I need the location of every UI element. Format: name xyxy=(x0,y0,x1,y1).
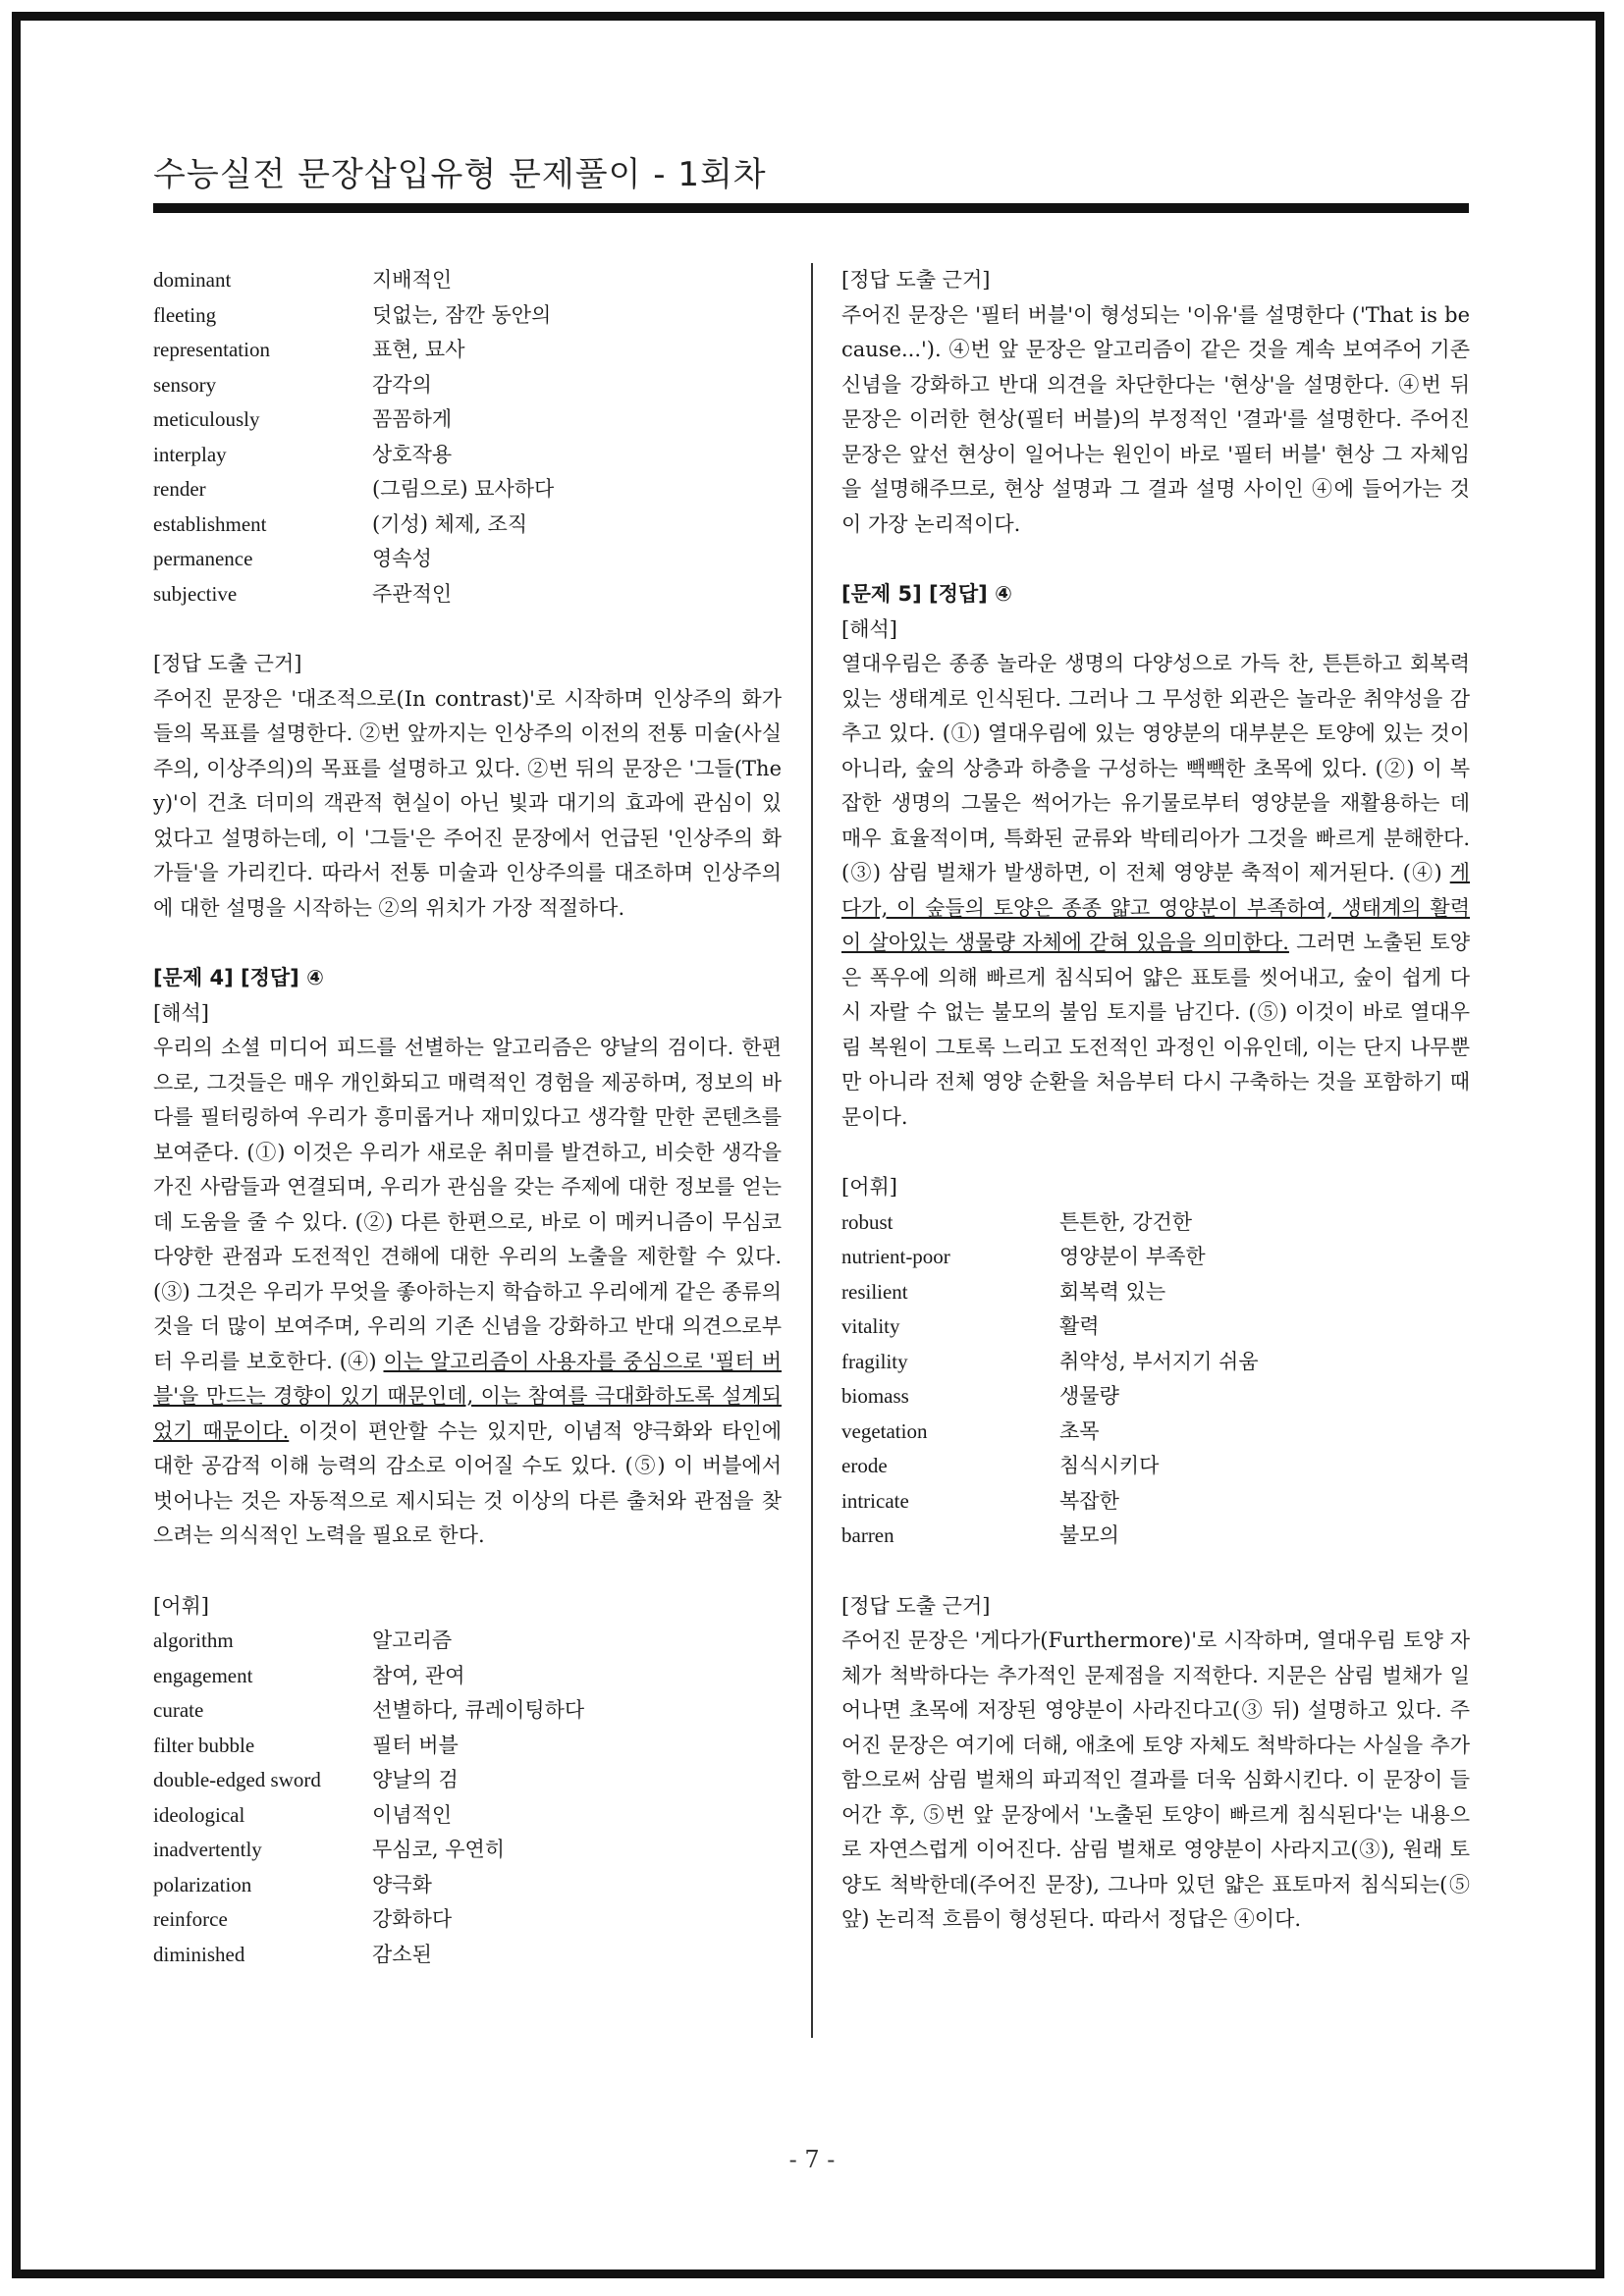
vocab-word: fleeting xyxy=(153,302,217,327)
spacer xyxy=(841,542,1470,577)
vocab-meaning: 영양분이 부족한 xyxy=(1059,1245,1206,1268)
vocab-word: ideological xyxy=(153,1802,245,1827)
vocab-row xyxy=(841,1309,1470,1345)
vocab-word: algorithm xyxy=(153,1629,234,1652)
right-column xyxy=(841,263,1470,1938)
vocab-meaning: 감소된 xyxy=(372,1942,432,1966)
answer-basis-text: 주어진 문장은 '게다가(Furthermore)'로 시작하며, 열대우림 토양 자체가 척박하다는 추가적인 문제점을 지적한다. 지문은 삼림 벌채가 일어나면 초목에 저장된 영양분이 사라진다고(③ 뒤) 설명하고 있다. 주어진 문장은 여기에 더해, 애초에 토양 자체도 척박하다는 사실을 추가함으로써 삼림 벌채의 파괴적인 결과를 더욱 심화시킨다. 이 문장이 들어간 후, ⑤번 앞 문장에서 '노출된 토양이 빠르게 침식된다'는 내용으로 자연스럽게 이어진다. 삼림 벌채로 영양분이 사라지고(③), 원래 토양도 척박한데(주어진 문장), 그나마 있던 얇은 표토마저 침식되는(⑤ 앞) 논리적 흐름이 형성된다. 따라서 정답은 ④이다. xyxy=(841,1629,1470,1931)
vocab-meaning: 침식시키다 xyxy=(1059,1454,1160,1477)
spacer xyxy=(841,1135,1470,1170)
vocab-row xyxy=(153,368,782,403)
vocab-meaning: 주관적인 xyxy=(372,581,453,606)
vocab-meaning: 참여, 관여 xyxy=(372,1663,465,1687)
translation-text: 우리의 소셜 미디어 피드를 선별하는 알고리즘은 양날의 검이다. 한편으로, 그것들은 매우 개인화되고 매력적인 경험을 제공하며, 정보의 바다를 필터링하여 우리가 흥미롭거나 재미있다고 생각할 만한 콘텐츠를 보여준다. (①) 이것은 우리가 새로운 취미를 발견하고, 비슷한 생각을 가진 사람들과 연결되며, 우리가 관심을 갖는 주제에 대한 정보를 얻는 데 도움을 줄 수 있다. (②) 다른 한편으로, 바로 이 메커니즘이 무심코 다양한 관점과 도전적인 견해에 대한 우리의 노출을 제한할 수 있다. (③) 그것은 우리가 무엇을 좋아하는지 학습하고 우리에게 같은 종류의 것을 더 많이 보여주며, 우리의 기존 신념을 강화하고 반대 의견으로부터 우리를 보호한다. (④) xyxy=(153,1036,782,1373)
vocab-meaning: 양극화 xyxy=(372,1872,432,1896)
vocab-meaning: 회복력 있는 xyxy=(1059,1279,1166,1304)
vocab-word: diminished xyxy=(153,1942,245,1966)
vocab-row xyxy=(841,1240,1470,1275)
vocab-meaning: 복잡한 xyxy=(1059,1488,1119,1513)
vocab-meaning: 생물량 xyxy=(1059,1384,1119,1408)
question-5-translation xyxy=(841,647,1470,1135)
vocab-row xyxy=(841,1205,1470,1241)
vocab-meaning: 튼튼한, 강건한 xyxy=(1059,1209,1193,1234)
translation-label: [해석] xyxy=(153,1000,209,1025)
column-divider xyxy=(811,263,813,2038)
vocab-word: sensory xyxy=(153,372,217,397)
vocab-row xyxy=(153,298,782,334)
vocab-row xyxy=(153,1938,782,1973)
vocab-row xyxy=(153,507,782,543)
vocab-meaning: 선별하다, 큐레이팅하다 xyxy=(372,1698,585,1722)
vocab-row xyxy=(153,402,782,438)
vocab-word: barren xyxy=(841,1523,894,1547)
vocab-word: intricate xyxy=(841,1488,909,1513)
vocab-meaning: 무심코, 우연히 xyxy=(372,1838,506,1861)
vocab-word: interplay xyxy=(153,442,227,466)
vocab-meaning: 덧없는, 잠깐 동안의 xyxy=(372,302,552,327)
vocab-row xyxy=(153,1693,782,1729)
answer-basis-label: [정답 도출 근거] xyxy=(841,1593,991,1618)
vocab-word: robust xyxy=(841,1209,893,1234)
left-column xyxy=(153,263,782,1972)
vocab-word: double-edged sword xyxy=(153,1768,321,1791)
page-title: 수능실전 문장삽입유형 문제풀이 - 1회차 xyxy=(153,155,767,194)
question-5-title: [문제 5] [정답] ④ xyxy=(841,582,1012,606)
header-rule xyxy=(153,203,1469,213)
vocab-word: erode xyxy=(841,1454,888,1477)
vocab-list-3 xyxy=(841,1205,1470,1554)
vocab-word: render xyxy=(153,477,206,501)
vocab-row xyxy=(153,1729,782,1764)
vocab-meaning: 꼼꼼하게 xyxy=(372,407,453,431)
translation-text: 이것이 편안할 수는 있지만, 이념적 양극화와 타인에 대한 공감적 이해 능력의 감소로 이어질 수도 있다. (⑤) 이 버블에서 벗어나는 것은 자동적으로 제시되는 것 이상의 다른 출처와 관점을 찾으려는 의식적인 노력을 필요로 한다. xyxy=(153,1418,782,1547)
answer-basis-text: 주어진 문장은 '필터 버블'이 형성되는 '이유'를 설명한다 ('That is because...'). ④번 앞 문장은 알고리즘이 같은 것을 계속 보여주어 기존 신념을 강화하고 반대 의견을 차단한다는 '현상'을 설명한다. ④번 뒤 문장은 이러한 현상(필터 버블)의 부정적인 '결과'를 설명한다. 주어진 문장은 앞선 현상이 일어나는 원인이 바로 '필터 버블' 현상 그 자체임을 설명해주므로, 현상 설명과 그 결과 설명 사이인 ④에 들어가는 것이 가장 논리적이다. xyxy=(841,302,1470,536)
question-4-title: [문제 4] [정답] ④ xyxy=(153,966,324,989)
spacer xyxy=(153,1554,782,1589)
vocab-meaning: 이념적인 xyxy=(372,1802,453,1827)
translation-text: 열대우림은 종종 놀라운 생명의 다양성으로 가득 찬, 튼튼하고 회복력 있는 생태계로 인식된다. 그러나 그 무성한 외관은 놀라운 취약성을 감추고 있다. (①) 열대우림에 있는 영양분의 대부분은 토양에 있는 것이 아니라, 숲의 상층과 하층을 구성하는 빽빽한 초목에 있다. (②) 이 복잡한 생명의 그물은 썩어가는 유기물로부터 영양분을 재활용하는 데 매우 효율적이며, 특화된 균류와 박테리아가 그것을 빠르게 분해한다. (③) 삼림 벌채가 발생하면, 이 전체 영양분 축적이 제거된다. (④) xyxy=(841,652,1470,884)
vocab-word: fragility xyxy=(841,1349,908,1373)
vocab-word: subjective xyxy=(153,581,238,606)
vocab-meaning: 불모의 xyxy=(1059,1523,1119,1547)
vocab-word: nutrient-poor xyxy=(841,1245,950,1268)
answer-basis-text: 주어진 문장은 '대조적으로(In contrast)'로 시작하며 인상주의 화가들의 목표를 설명한다. ②번 앞까지는 인상주의 이전의 전통 미술(사실주의, 이상주의)의 목표를 설명하고 있다. ②번 뒤의 문장은 '그들(They)'이 건초 더미의 객관적 현실이 아닌 빛과 대기의 효과에 관심이 있었다고 설명하는데, 이 '그들'은 주어진 문장에서 언급된 '인상주의 화가들'을 가리킨다. 따라서 전통 미술과 인상주의를 대조하며 인상주의에 대한 설명을 시작하는 ②의 위치가 가장 적절하다. xyxy=(153,686,782,920)
vocab-list-2 xyxy=(153,1624,782,1972)
vocab-row xyxy=(841,1519,1470,1554)
vocab-list-1 xyxy=(153,263,782,612)
vocab-row xyxy=(841,1415,1470,1450)
answer-basis-label: [정답 도출 근거] xyxy=(841,268,991,292)
vocab-word: resilient xyxy=(841,1279,908,1304)
vocab-row xyxy=(153,472,782,507)
vocab-row xyxy=(153,438,782,473)
vocab-word: vegetation xyxy=(841,1418,928,1443)
vocab-word: establishment xyxy=(153,511,267,536)
answer-basis-label: [정답 도출 근거] xyxy=(153,652,302,675)
vocab-word: dominant xyxy=(153,268,232,292)
vocab-row xyxy=(841,1275,1470,1310)
vocab-meaning: 필터 버블 xyxy=(372,1733,459,1757)
vocab-meaning: 알고리즘 xyxy=(372,1629,453,1652)
vocab-row xyxy=(153,577,782,613)
vocab-row xyxy=(153,263,782,298)
vocab-row xyxy=(153,1763,782,1798)
vocab-meaning: (그림으로) 묘사하다 xyxy=(372,477,555,501)
vocab-word: vitality xyxy=(841,1314,900,1338)
translation-label: [해석] xyxy=(841,616,897,641)
inserted-sentence: 게다가, 이 숲들의 토양은 종종 얇고 영양분이 부족하여, 생태계의 활력이 살아있는 생물량 자체에 갇혀 있음을 의미한다. xyxy=(841,861,1470,954)
vocab-row xyxy=(841,1449,1470,1484)
vocab-meaning: (기성) 체제, 조직 xyxy=(372,511,528,536)
vocab-row xyxy=(153,1868,782,1903)
vocab-word: biomass xyxy=(841,1384,909,1408)
vocab-word: inadvertently xyxy=(153,1838,262,1861)
vocab-label: [어휘] xyxy=(841,1175,897,1199)
vocab-word: representation xyxy=(153,338,270,361)
vocab-word: filter bubble xyxy=(153,1733,255,1757)
vocab-row xyxy=(153,1659,782,1694)
vocab-row xyxy=(153,1624,782,1659)
inserted-sentence: 이는 알고리즘이 사용자를 중심으로 '필터 버블'을 만드는 경향이 있기 때문인데, 이는 참여를 극대화하도록 설계되었기 때문이다. xyxy=(153,1349,782,1443)
vocab-meaning: 감각의 xyxy=(372,372,432,397)
vocab-row xyxy=(153,1798,782,1834)
vocab-word: permanence xyxy=(153,547,253,570)
vocab-word: reinforce xyxy=(153,1907,228,1931)
vocab-meaning: 양날의 검 xyxy=(372,1768,459,1791)
vocab-row xyxy=(153,1833,782,1868)
spacer xyxy=(153,612,782,647)
vocab-meaning: 지배적인 xyxy=(372,268,453,292)
vocab-row xyxy=(153,333,782,368)
translation-text: 그러면 노출된 토양은 폭우에 의해 빠르게 침식되어 얇은 표토를 씻어내고, 숲이 쉽게 다시 자랄 수 없는 불모의 불임 토지를 남긴다. (⑤) 이것이 바로 열대우림 복원이 그토록 느리고 도전적인 과정인 이유인데, 이는 단지 나무뿐만 아니라 전체 영양 순환을 처음부터 다시 구축하는 것을 포함하기 때문이다. xyxy=(841,931,1470,1129)
question-4-translation xyxy=(153,1031,782,1554)
vocab-row xyxy=(841,1484,1470,1520)
vocab-row xyxy=(153,1902,782,1938)
vocab-label: [어휘] xyxy=(153,1593,209,1618)
spacer xyxy=(153,926,782,961)
vocab-row xyxy=(841,1379,1470,1415)
vocab-meaning: 영속성 xyxy=(372,547,432,570)
page-number: - 7 - xyxy=(788,2146,836,2173)
vocab-meaning: 초목 xyxy=(1059,1418,1100,1443)
vocab-meaning: 강화하다 xyxy=(372,1907,453,1931)
vocab-row xyxy=(153,542,782,577)
vocab-word: curate xyxy=(153,1698,204,1722)
vocab-word: meticulously xyxy=(153,407,260,431)
vocab-row xyxy=(841,1345,1470,1380)
vocab-meaning: 취약성, 부서지기 쉬움 xyxy=(1059,1349,1259,1373)
spacer xyxy=(841,1554,1470,1589)
vocab-meaning: 상호작용 xyxy=(372,442,453,466)
vocab-word: engagement xyxy=(153,1663,253,1687)
vocab-word: polarization xyxy=(153,1872,252,1896)
vocab-meaning: 활력 xyxy=(1059,1314,1100,1338)
vocab-meaning: 표현, 묘사 xyxy=(372,338,465,361)
